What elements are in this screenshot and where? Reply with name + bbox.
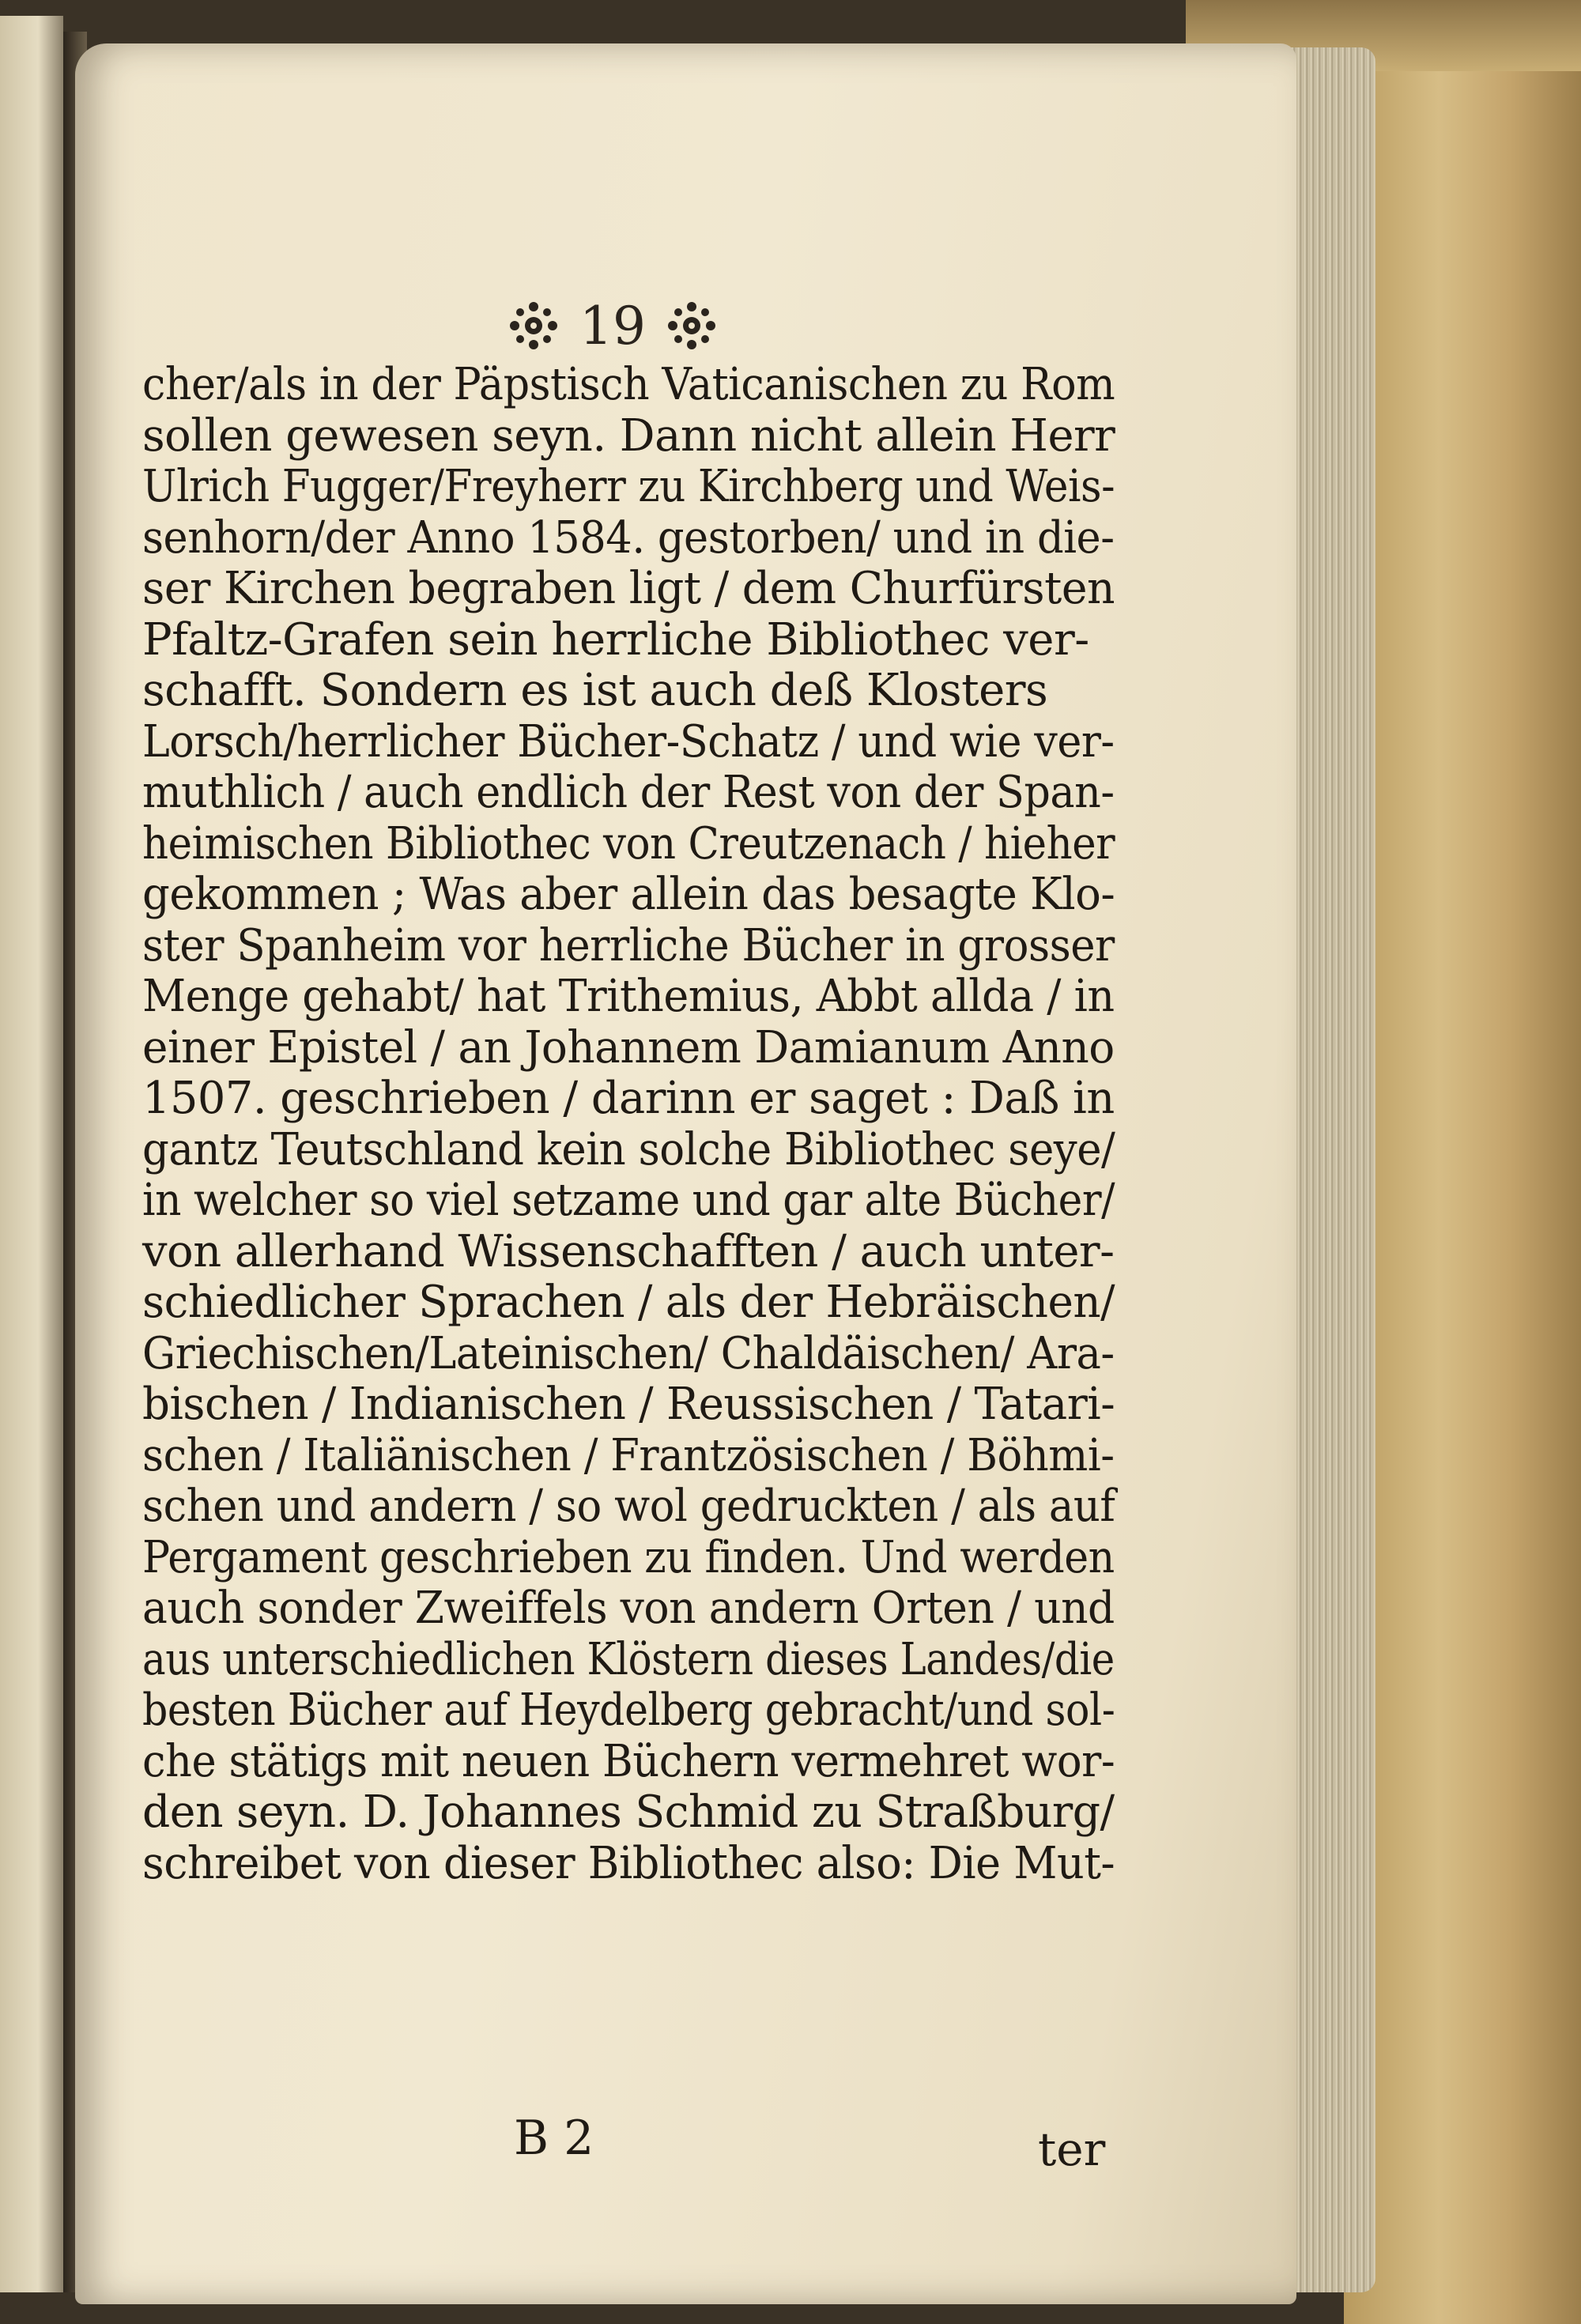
page-header xyxy=(486,290,739,361)
text-line: Lorsch/herrlicher Bücher-Schatz / und wie ver- xyxy=(142,715,1115,768)
book-cover-edge xyxy=(1344,0,1581,2324)
text-line: ser Kirchen begraben ligt / dem Churfürsten xyxy=(142,563,1115,614)
ornament-left-icon xyxy=(508,300,559,351)
text-line: cher/als in der Päpstisch Vaticanischen zu Rom xyxy=(142,359,1115,410)
text-line: den seyn. D. Johannes Schmid zu Straßburg/ xyxy=(142,1786,1115,1838)
signature-mark: B 2 xyxy=(514,2111,594,2166)
text-line: auch sonder Zweiffels von andern Orten / und xyxy=(142,1583,1115,1634)
text-line: schiedlicher Sprachen / als der Hebräischen/ xyxy=(142,1277,1115,1328)
text-line: gekommen ; Was aber allein das besagte Klo- xyxy=(142,869,1115,920)
catchword: ter xyxy=(1038,2122,1106,2176)
facing-page-edge xyxy=(0,16,63,2292)
text-line: einer Epistel / an Johannem Damianum Anno xyxy=(142,1021,1115,1073)
text-line: bischen / Indianischen / Reussischen / Tatari- xyxy=(142,1379,1115,1430)
text-line: gantz Teutschland kein solche Bibliothec seye/ xyxy=(142,1123,1115,1175)
text-line: Ulrich Fugger/Freyherr zu Kirchberg und Weis- xyxy=(142,461,1115,512)
body-text xyxy=(142,360,1115,1889)
text-line: schreibet von dieser Bibliothec also: Die Mut- xyxy=(142,1837,1115,1889)
text-line: 1507. geschrieben / darinn er saget : Daß in xyxy=(142,1073,1115,1124)
text-line: besten Bücher auf Heydelberg gebracht/und sol- xyxy=(142,1685,1115,1736)
text-line: von allerhand Wissenschafften / auch unter- xyxy=(142,1225,1115,1277)
text-line: in welcher so viel setzame und gar alte Bücher/ xyxy=(142,1175,1115,1226)
text-line: schen / Italiänischen / Frantzösischen / Böhmi- xyxy=(142,1429,1115,1481)
text-line: Pfaltz-Grafen sein herrliche Bibliothec ver- xyxy=(142,613,1089,666)
text-line: Griechischen/Lateinischen/ Chaldäischen/ Ara- xyxy=(142,1327,1115,1379)
text-line: schen und andern / so wol gedruckten / als auf xyxy=(142,1481,1115,1532)
book-page xyxy=(75,43,1296,2304)
text-line: Pergament geschrieben zu finden. Und werden xyxy=(142,1531,1115,1583)
text-line: heimischen Bibliothec von Creutzenach / hieher xyxy=(142,817,1115,870)
ornament-right-icon xyxy=(666,300,717,351)
text-line: Menge gehabt/ hat Trithemius, Abbt allda / in xyxy=(142,971,1115,1022)
text-line: schafft. Sondern es ist auch deß Klosters xyxy=(142,665,1048,716)
page-number: 19 xyxy=(579,295,646,357)
text-line: ster Spanheim vor herrliche Bücher in grosser xyxy=(142,919,1115,971)
text-line: che stätigs mit neuen Büchern vermehret wor- xyxy=(142,1735,1115,1787)
text-line: sollen gewesen seyn. Dann nicht allein Herr xyxy=(142,409,1115,462)
text-line: senhorn/der Anno 1584. gestorben/ und in die- xyxy=(142,511,1115,564)
text-line: aus unterschiedlichen Klöstern dieses Landes/die xyxy=(142,1633,1115,1685)
text-line: muthlich / auch endlich der Rest von der Span- xyxy=(142,767,1115,818)
